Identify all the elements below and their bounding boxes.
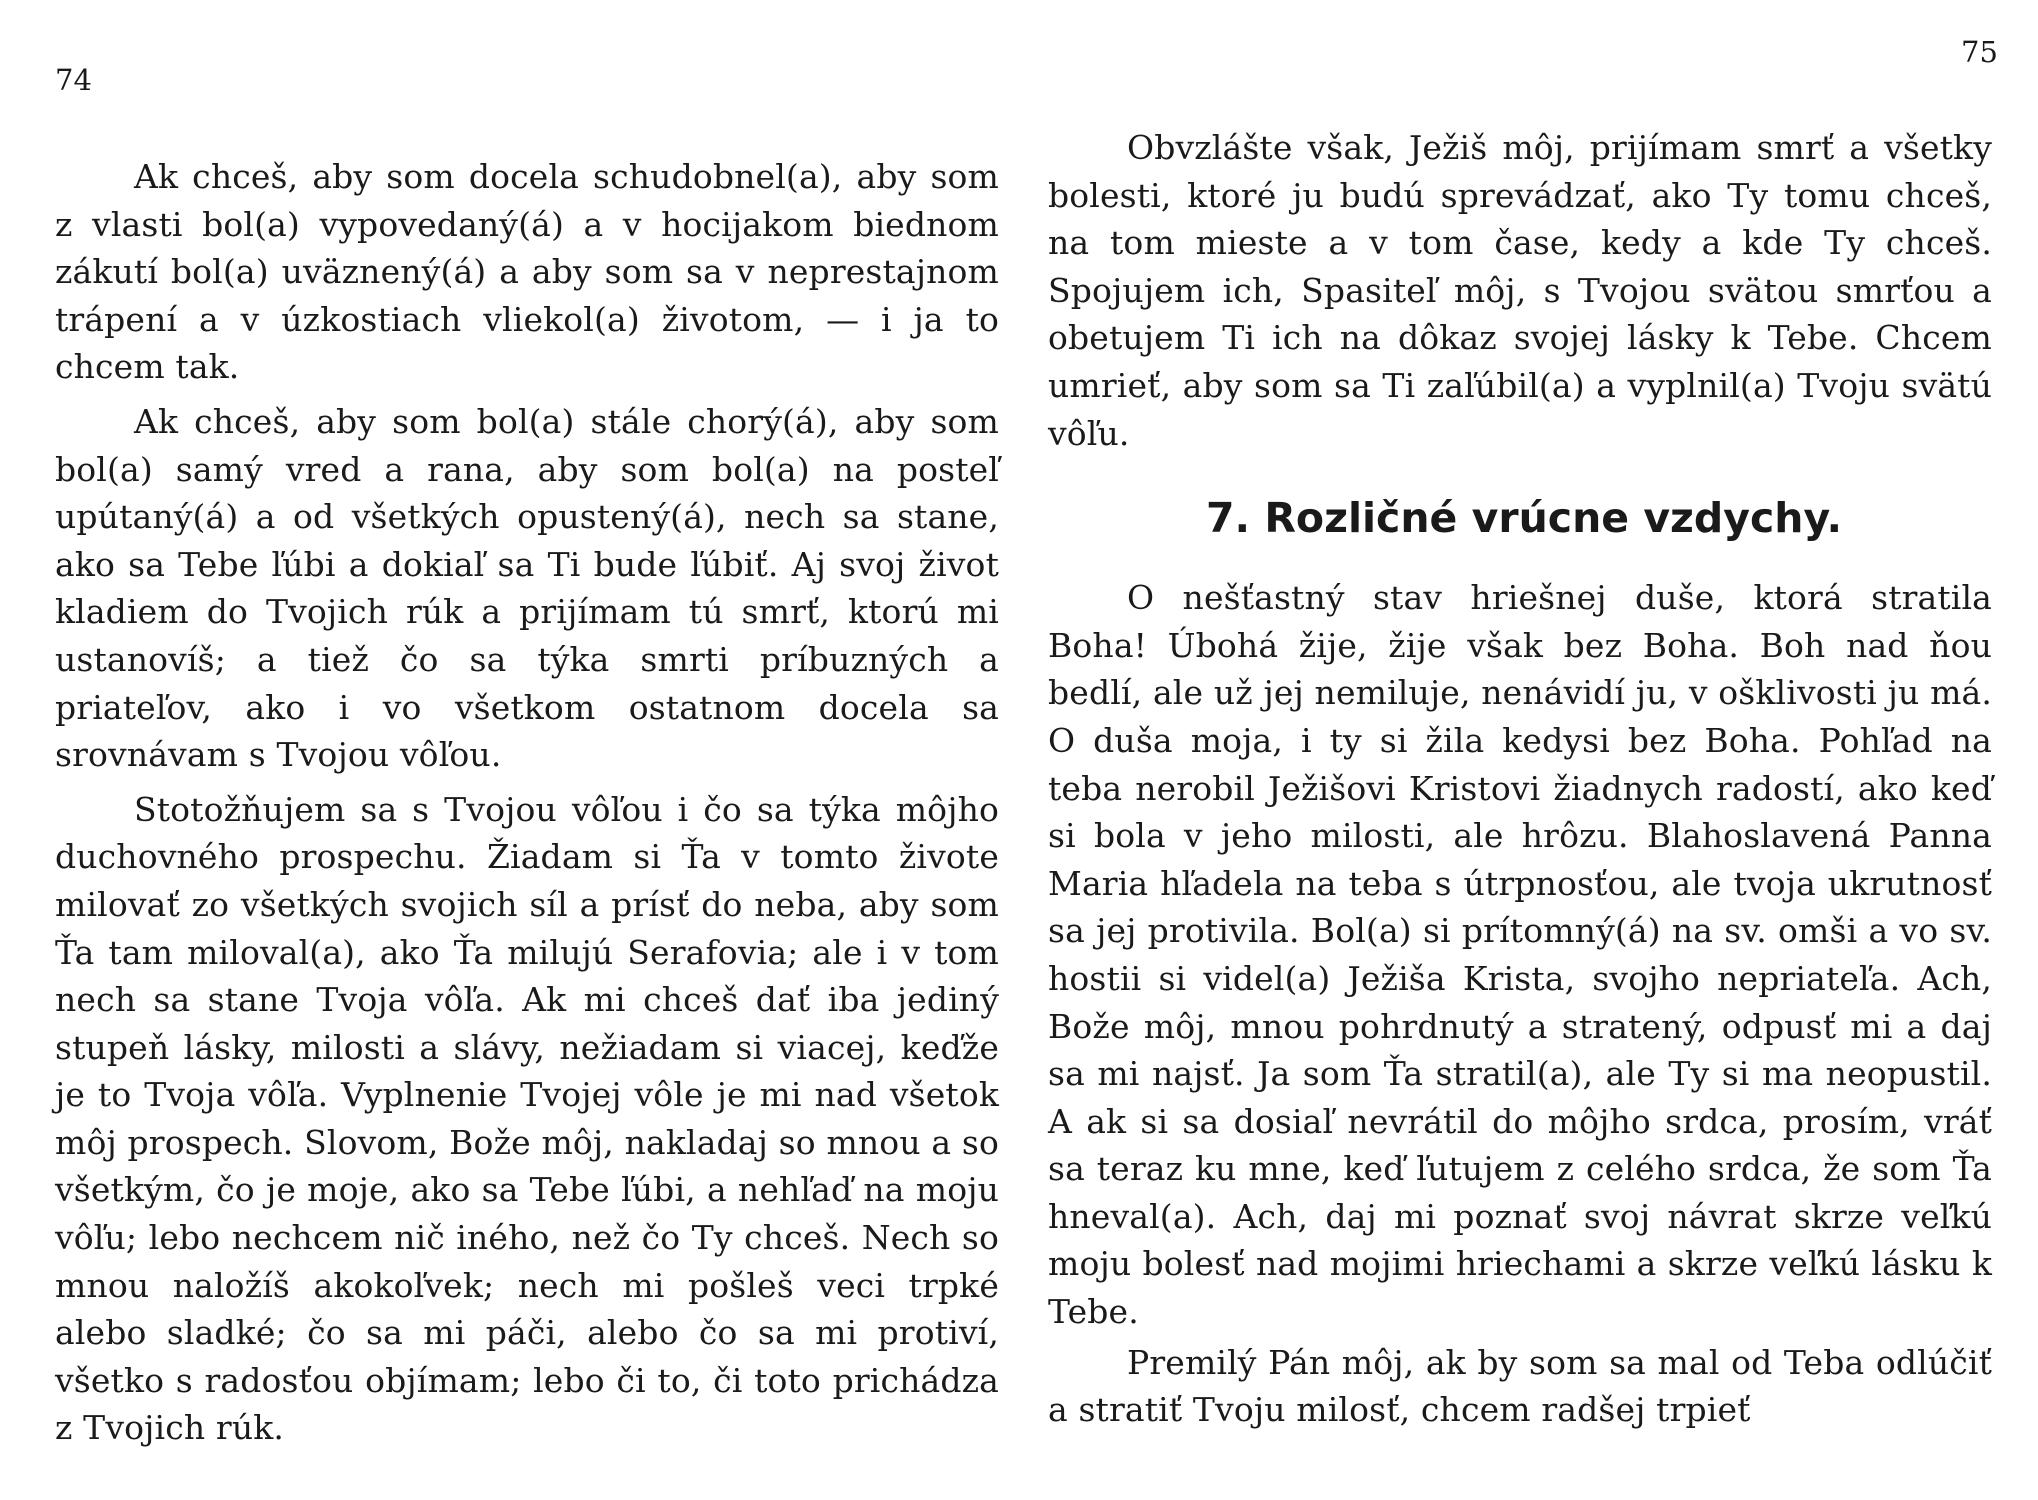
paragraph: Premilý Pán môj, ak by som sa mal od Teba odlúčiť a stratiť Tvoju milosť, chcem radšej trpieť: [1048, 1342, 1992, 1430]
paragraph: Stotožňujem sa s Tvojou vôľou i čo sa týka môjho duchovného prospechu. Žiadam si Ťa v tomto živote milovať zo všetkých svojich síl a prísť do neba, aby som Ťa tam miloval(a), ako Ťa milujú Serafovia; ale i v tom nech sa stane Tvoja vôľa. Ak mi chceš dať iba jediný stupeň lásky, milosti a slávy, nežiadam si viacej, keďže je to Tvoja vôľa. Vyplnenie Tvojej vôle je mi nad všetok môj prospech. Slovom, Bože môj, nakladaj so mnou a so všetkým, čo je moje, ako sa Tebe ľúbi, a nehľaď na moju vôľu; lebo nechcem nič iného, než čo Ty chceš. Nech so mnou naložíš akokoľvek; nech mi pošleš veci trpké alebo sladké; čo sa mi páči, alebo čo sa mi protiví, všetko s radosťou objímam; lebo či to, či toto prichádza z Tvojich rúk.: [55, 789, 999, 1448]
section-heading: 7. Rozličné vrúcne vzdychy.: [1205, 494, 1843, 543]
paragraph: Ak chceš, aby som docela schudobnel(a), aby som z vlasti bol(a) vypovedaný(á) a v hocijakom biednom zákutí bol(a) uväznený(á) a aby som sa v neprestajnom trápení a v úzkostiach vliekol(a) životom, — i ja to chcem tak.: [55, 157, 999, 387]
left-page-body: [55, 153, 999, 1452]
paragraph: O nešťastný stav hriešnej duše, ktorá stratila Boha! Úbohá žije, žije však bez Boha. Boh nad ňou bedlí, ale už jej nemiluje, nenávidí ju, v ošklivosti ju má. O duša moja, i ty si žila kedysi bez Boha. Pohľad na teba nerobil Ježišovi Kristovi žiadnych radostí, ako keď si bola v jeho milosti, ale hrôzu. Blahoslavená Panna Maria hľadela na teba s útrpnosťou, ale tvoja ukrutnosť sa jej protivila. Bol(a) si prítomný(á) na sv. omši a vo sv. hostii si videl(a) Ježiša Krista, svojho nepriateľa. Ach, Bože môj, mnou pohrdnutý a stratený, odpusť mi a daj sa mi najsť. Ja som Ťa stratil(a), ale Ty si ma neopustil. A ak si sa dosiaľ nevrátil do môjho srdca, prosím, vráť sa teraz ku mne, keď ľutujem z celého srdca, že som Ťa hneval(a). Ach, daj mi poznať svoj návrat skrze veľkú moju bolesť nad mojimi hriechami a skrze veľkú lásku k Tebe.: [1048, 578, 1992, 1332]
paragraph: Ak chceš, aby som bol(a) stále chorý(á), aby som bol(a) samý vred a rana, aby som bol(a) na posteľ upútaný(á) a od všetkých opustený(á), nech sa stane, ako sa Tebe ľúbi a dokiaľ sa Ti bude ľúbiť. Aj svoj život kladiem do Tvojich rúk a prijímam tú smrť, ktorú mi ustanovíš; a tiež čo sa týka smrti príbuzných a priateľov, ako i vo všetkom ostatnom docela sa srovnávam s Tvojou vôľou.: [55, 401, 999, 775]
page-number-left: 74: [55, 63, 92, 97]
page-number-right: 75: [1961, 35, 1998, 69]
right-page-body: [1048, 124, 1992, 1434]
paragraph: Obvzlášte však, Ježiš môj, prijímam smrť a všetky bolesti, ktoré ju budú sprevádzať, ako Ty tomu chceš, na tom mieste a v tom čase, kedy a kde Ty chceš. Spojujem ich, Spasiteľ môj, s Tvojou svätou smrťou a obetujem Ti ich na dôkaz svojej lásky k Tebe. Chcem umrieť, aby som sa Ti zaľúbil(a) a vyplnil(a) Tvoju svätú vôľu.: [1048, 128, 1992, 453]
